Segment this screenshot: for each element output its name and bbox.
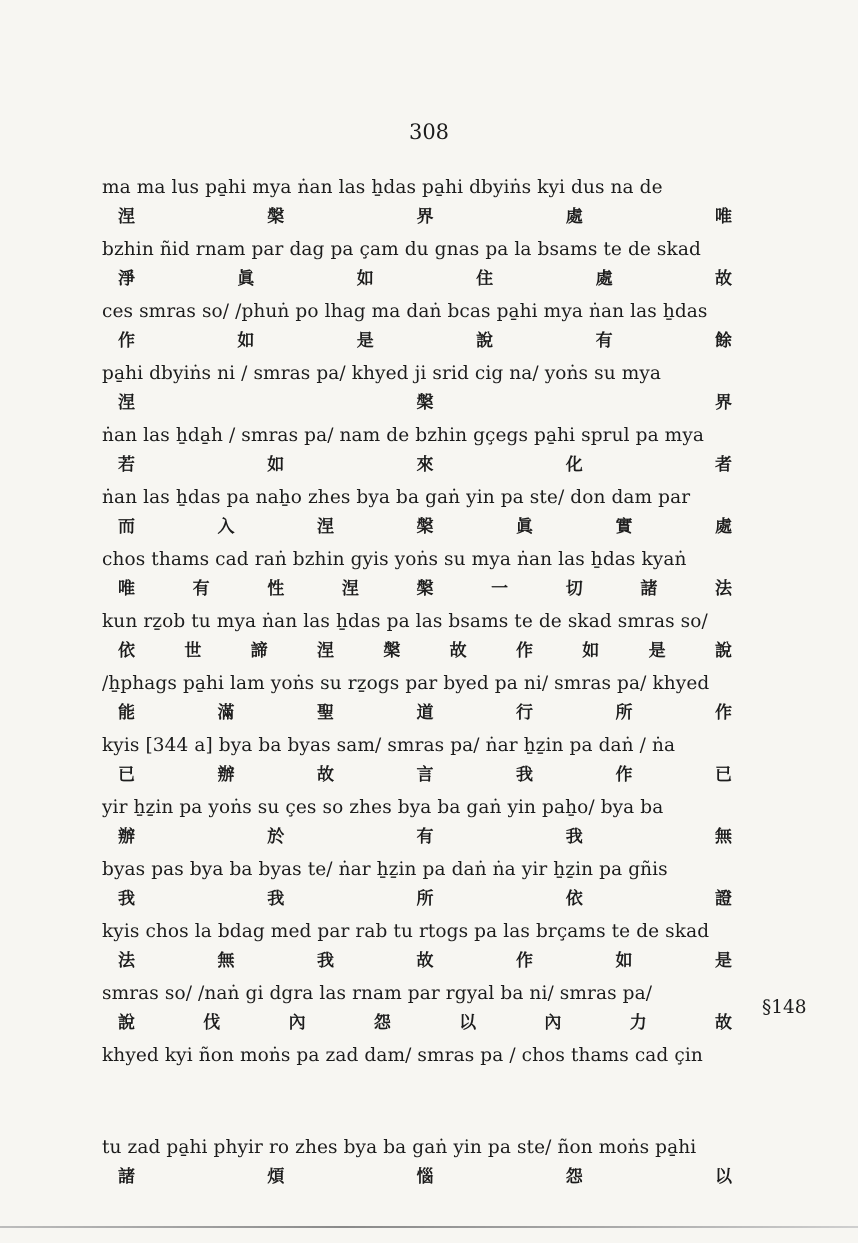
tibetan-line: tu zad pa̱hi phyir ro zhes bya ba gaṅ yin pa ste/ ñon moṅs pa̱hi — [102, 1137, 697, 1158]
chinese-character: 是 — [648, 641, 666, 661]
chinese-character: 我 — [565, 827, 583, 847]
chinese-character: 能 — [118, 703, 135, 723]
tibetan-line: byas pas bya ba byas te/ ṅar ẖẕin pa daṅ ṅa yir ẖẕin pa gñis — [102, 859, 668, 880]
chinese-character: 故 — [317, 765, 334, 785]
chinese-character: 入 — [217, 517, 235, 537]
tibetan-line: chos thams cad raṅ bzhin gyis yoṅs su mya ṅan las ẖdas kyaṅ — [102, 549, 687, 570]
line-pair — [102, 916, 752, 978]
chinese-gloss-line — [102, 328, 752, 358]
tibetan-line: ṅan las ẖdas pa naẖo zhes bya ba gaṅ yin pa ste/ don dam par — [102, 487, 691, 508]
chinese-gloss-line — [102, 204, 752, 234]
chinese-character: 淨 — [118, 269, 135, 289]
chinese-gloss-line — [102, 1072, 752, 1102]
chinese-character: 涅 — [118, 393, 135, 413]
chinese-character: 故 — [449, 641, 467, 661]
line-pair — [102, 234, 752, 296]
chinese-character: 而 — [118, 517, 135, 537]
chinese-character: 以 — [459, 1013, 477, 1033]
chinese-character: 惱 — [416, 1167, 434, 1187]
chinese-character: 依 — [118, 641, 135, 661]
chinese-character: 聖 — [317, 703, 334, 723]
chinese-character: 滿 — [217, 703, 235, 723]
chinese-gloss-line — [102, 700, 752, 730]
chinese-character: 性 — [267, 579, 285, 599]
chinese-gloss-line — [102, 514, 752, 544]
tibetan-line: kun rẕob tu mya ṅan las ẖdas pa las bsams te de skad smras so/ — [102, 611, 708, 632]
chinese-character: 辦 — [118, 827, 135, 847]
line-pair — [102, 544, 752, 606]
page-number: 308 — [408, 120, 450, 144]
chinese-character: 世 — [184, 641, 202, 661]
chinese-character: 所 — [416, 889, 434, 909]
chinese-gloss-line — [102, 390, 752, 420]
tibetan-line: khyed kyi ñon moṅs pa zad dam/ smras pa / chos thams cad çin — [102, 1045, 703, 1066]
chinese-character: 槃 — [416, 579, 434, 599]
chinese-character: 處 — [595, 269, 613, 289]
tibetan-line: kyis [344 a] bya ba byas sam/ smras pa/ ṅar ẖẕin pa daṅ / ṅa — [102, 735, 676, 756]
section-marker: §148 — [762, 997, 807, 1018]
line-pair — [102, 978, 752, 1040]
chinese-character: 化 — [565, 455, 583, 475]
chinese-character: 我 — [267, 889, 285, 909]
chinese-gloss-line — [102, 638, 752, 668]
chinese-character: 涅 — [316, 641, 334, 661]
chinese-character: 槃 — [416, 393, 434, 413]
chinese-gloss-line — [102, 266, 752, 296]
chinese-character: 處 — [715, 517, 732, 537]
chinese-character: 無 — [715, 827, 732, 847]
chinese-character: 作 — [515, 641, 533, 661]
chinese-character: 住 — [476, 269, 494, 289]
tibetan-line: bzhin ñid rnam par dag pa çam du gnas pa la bsams te de skad — [102, 239, 701, 260]
chinese-character: 是 — [715, 951, 732, 971]
chinese-gloss-line — [102, 1164, 752, 1194]
line-pair — [102, 854, 752, 916]
chinese-character: 所 — [615, 703, 633, 723]
chinese-character: 依 — [565, 889, 583, 909]
line-pair — [102, 730, 752, 792]
chinese-character: 眞 — [516, 517, 533, 537]
chinese-character: 如 — [356, 269, 374, 289]
chinese-character: 我 — [118, 889, 135, 909]
bottom-rule — [0, 1226, 858, 1228]
chinese-character: 言 — [416, 765, 434, 785]
chinese-character: 是 — [356, 331, 374, 351]
chinese-character: 涅 — [118, 207, 135, 227]
chinese-character: 怨 — [373, 1013, 391, 1033]
chinese-character: 說 — [714, 641, 732, 661]
chinese-character: 界 — [416, 207, 434, 227]
chinese-character: 以 — [715, 1167, 732, 1187]
text-block — [102, 172, 752, 1194]
chinese-character: 若 — [118, 455, 135, 475]
chinese-character: 法 — [715, 579, 732, 599]
chinese-character: 辦 — [217, 765, 235, 785]
chinese-character: 法 — [118, 951, 135, 971]
chinese-character: 怨 — [565, 1167, 583, 1187]
chinese-character: 說 — [476, 331, 494, 351]
line-pair — [102, 1040, 752, 1102]
chinese-character: 來 — [416, 455, 434, 475]
chinese-character: 內 — [544, 1013, 562, 1033]
chinese-character: 切 — [565, 579, 583, 599]
chinese-character: 眞 — [237, 269, 255, 289]
chinese-character: 槃 — [383, 641, 401, 661]
tibetan-line: kyis chos la bdag med par rab tu rtogs pa las brçams te de skad — [102, 921, 710, 942]
chinese-character: 故 — [416, 951, 434, 971]
line-pair — [102, 420, 752, 482]
chinese-character: 諸 — [118, 1167, 135, 1187]
chinese-gloss-line — [102, 576, 752, 606]
line-pair — [102, 606, 752, 668]
line-pair — [102, 792, 752, 854]
chinese-character: 如 — [582, 641, 600, 661]
line-pair — [102, 296, 752, 358]
chinese-character: 煩 — [267, 1167, 285, 1187]
chinese-character: 如 — [267, 455, 285, 475]
tibetan-line: ṅan las ẖda̱h / smras pa/ nam de bzhin gçegs pa̱hi sprul pa mya — [102, 425, 705, 446]
chinese-character: 如 — [615, 951, 633, 971]
chinese-character: 我 — [516, 765, 533, 785]
line-pair — [102, 482, 752, 544]
chinese-character: 故 — [714, 1013, 732, 1033]
line-pair — [102, 358, 752, 420]
chinese-character: 界 — [715, 393, 732, 413]
chinese-character: 伐 — [203, 1013, 221, 1033]
chinese-character: 故 — [714, 269, 732, 289]
chinese-character: 有 — [595, 331, 613, 351]
chinese-character: 作 — [715, 703, 732, 723]
tibetan-line: smras so/ /naṅ gi dgra las rnam par rgyal ba ni/ smras pa/ — [102, 983, 653, 1004]
chinese-gloss-line — [102, 762, 752, 792]
chinese-gloss-line — [102, 452, 752, 482]
tibetan-line: yir ẖẕin pa yoṅs su çes so zhes bya ba gaṅ yin paẖo/ bya ba — [102, 797, 664, 818]
chinese-character: 有 — [416, 827, 434, 847]
chinese-character: 證 — [715, 889, 732, 909]
chinese-character: 如 — [237, 331, 255, 351]
chinese-character: 實 — [615, 517, 633, 537]
line-pair — [102, 668, 752, 730]
tibetan-line: /ẖphags pa̱hi lam yoṅs su rẕogs par byed pa ni/ smras pa/ khyed — [102, 673, 710, 694]
chinese-character: 處 — [565, 207, 583, 227]
chinese-character: 涅 — [341, 579, 359, 599]
chinese-character: 作 — [118, 331, 135, 351]
chinese-character: 力 — [629, 1013, 647, 1033]
chinese-character: 諦 — [250, 641, 268, 661]
chinese-character: 已 — [715, 765, 732, 785]
tibetan-line: ces smras so/ /phuṅ po lhag ma daṅ bcas pa̱hi mya ṅan las ẖdas — [102, 301, 708, 322]
chinese-character: 行 — [516, 703, 533, 723]
chinese-character: 唯 — [118, 579, 135, 599]
line-pair — [102, 172, 752, 234]
chinese-gloss-line — [102, 824, 752, 854]
chinese-character: 有 — [192, 579, 210, 599]
chinese-character: 餘 — [714, 331, 732, 351]
chinese-character: 一 — [491, 579, 509, 599]
chinese-character: 我 — [317, 951, 334, 971]
chinese-character: 唯 — [715, 207, 732, 227]
chinese-gloss-line — [102, 948, 752, 978]
line-pair — [102, 1132, 752, 1194]
chinese-gloss-line — [102, 886, 752, 916]
chinese-character: 說 — [118, 1013, 135, 1033]
chinese-character: 無 — [217, 951, 235, 971]
chinese-character: 於 — [267, 827, 285, 847]
tibetan-line: pa̱hi dbyiṅs ni / smras pa/ khyed ji srid cig na/ yoṅs su mya — [102, 363, 662, 384]
chinese-gloss-line — [102, 1010, 752, 1040]
chinese-character: 者 — [715, 455, 732, 475]
chinese-character: 已 — [118, 765, 135, 785]
chinese-character: 道 — [416, 703, 434, 723]
chinese-character: 內 — [288, 1013, 306, 1033]
chinese-character: 作 — [615, 765, 633, 785]
chinese-character: 涅 — [317, 517, 334, 537]
tibetan-line: ma ma lus pa̱hi mya ṅan las ẖdas pa̱hi dbyiṅs kyi dus na de — [102, 177, 663, 198]
chinese-character: 槃 — [267, 207, 285, 227]
chinese-character: 槃 — [416, 517, 434, 537]
chinese-character: 作 — [516, 951, 533, 971]
chinese-character: 諸 — [640, 579, 658, 599]
